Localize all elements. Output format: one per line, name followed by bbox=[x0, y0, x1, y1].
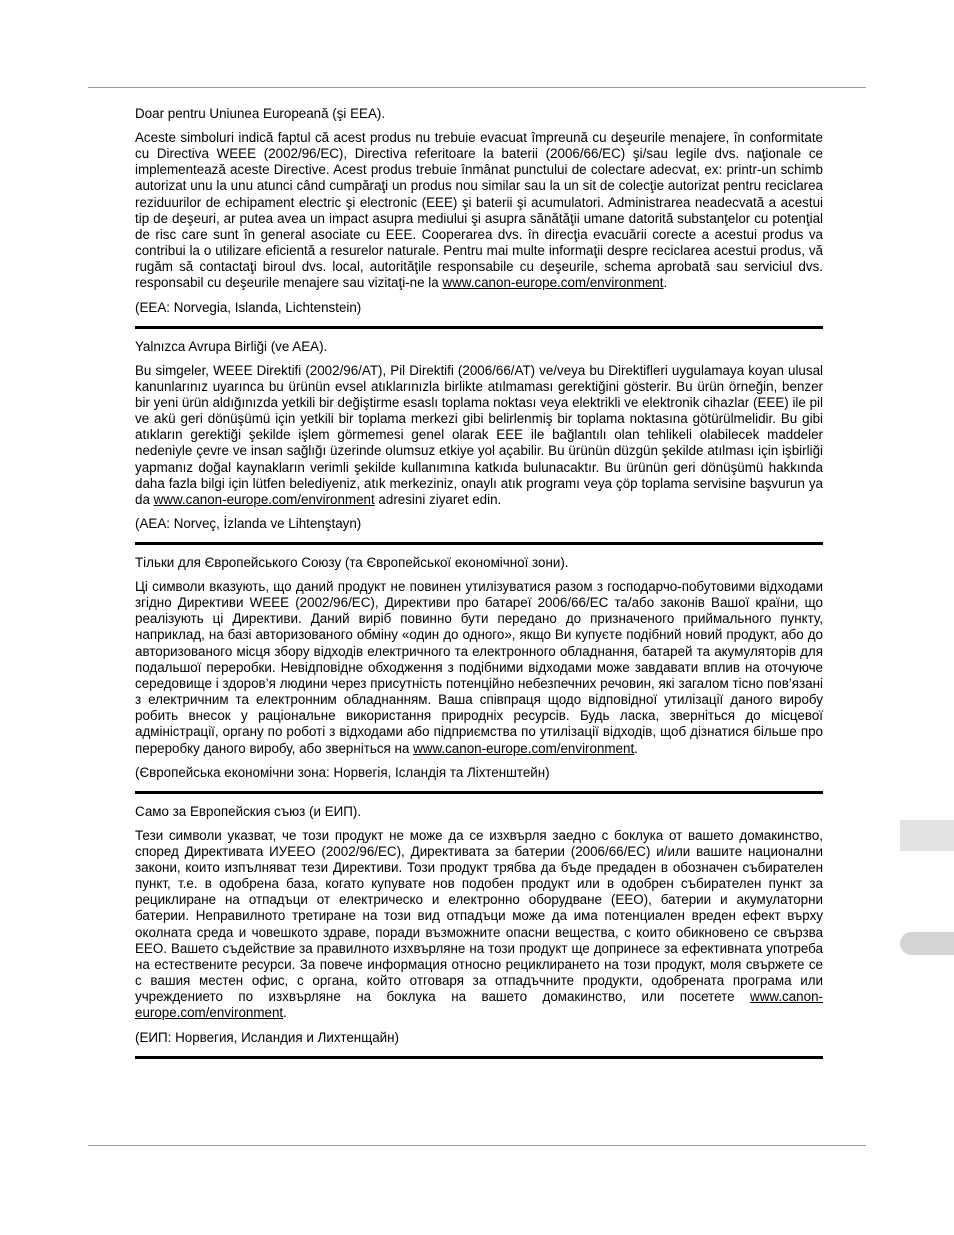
environment-link[interactable]: www.canon-europe.com/environment bbox=[135, 989, 823, 1021]
section-note: (ЕИП: Норвегия, Исландия и Лихтенщайн) bbox=[135, 1029, 399, 1045]
section-note: (AEA: Norveç, İzlanda ve Lihtenştayn) bbox=[135, 515, 362, 531]
environment-link[interactable]: www.canon-europe.com/environment bbox=[413, 740, 635, 756]
body-text: Bu simgeler, WEEE Direktifi (2002/96/AT), Pil Direktifi (2006/66/AT) ve/veya bu Direktifleri uygulamaya koyan ulusal kanunlarınız uyarınca bu ürünün evsel atıklarınızla birlikte atılmaması gerektiğini gösterir. Bu ürün örneğin, benzer bir yeni ürün aldığınızda yetkili bir değiştirme esaslı toplama noktası veya elektrikli ve elektronik cihazlar (EEE) ile pil ve akü geri dönüşümü için yetkili bir toplama merkezi gibi belirlenmiş bir toplama noktasına götürülmelidir. Bu gibi atıkların gerektiği şekilde işlem görmemesi genel olarak EEE ile bağlantılı olan tehlikeli olabilecek maddeler nedeniyle çevre ve insan sağlığı üzerinde olumsuz etkiye yol açabilir. Bu ürünün düzgün şekilde atılması için işbirliği yapmanız doğal kaynakların verimli şekilde kullanımına katkıda bulunacaktır. Bu ürünün geri dönüşümü hakkında daha fazla bilgi için lütfen belediyeniz, atık merkeziniz, onaylı atık programı veya çöp toplama servisine başvurun ya da bbox=[135, 362, 823, 507]
section-heading: Yalnızca Avrupa Birliği (ve AEA). bbox=[135, 338, 328, 354]
header-rule bbox=[88, 87, 866, 88]
section-body bbox=[135, 579, 823, 757]
body-text: Ці символи вказують, що даний продукт не повинен утилізуватися разом з господарчо-побутовими відходами згідно Директиви WEEE (2002/96/EC), Директиви про батареї 2006/66/EC та/або законів Вашої країни, що реалізують ці Директиви. Даний виріб повинно бути передано до призначеного приймального пункту, наприклад, на базі авторизованого обміну «один до одного», якщо Ви купуєте подібний новий продукт, або до авторизованого місця збору відходів електричного та електронного обладнання, батарей та акумуляторів для подальшої переробки. Невідповідне обходження з подібними відходами може завдавати вплив на оточуюче середовище і здоров’я людини через присутність потенційно небезпечних речовин, які загалом тісно пов’язані з електричним та електронним обладнанням. Ваша співпраця щодо відповідної утилізації даного виробу робить внесок у раціональне використання природніх ресурсів. Будь ласка, зверніться до місцевої адміністрації, органу по роботі з відходами або підприємства по утилізації відходів, щоб дізнатися більше про переробку даного виробу, або зверніться на bbox=[135, 578, 823, 756]
section-romanian bbox=[135, 96, 823, 329]
document-content bbox=[135, 96, 823, 1059]
body-text: Тези символи указват, че този продукт не може да се изхвърля заедно с боклука от вашето домакинство, според Директивата ИУЕЕО (2002/96/EC), Директивата за батерии (2006/66/EC) и/или вашите национални закони, които изпълняват тези Директиви. Този продукт трябва да бъде предаден в обозначен събирателен пункт, т.е. в одобрена база, когато купувате нов подобен продукт или в одобрен събирателен пункт за рециклиране на отпадъци от електрическо и електронно оборудване (ЕЕО), батерии и акумулаторни батерии. Неправилното третиране на този вид отпадъци може да има потенциален вреден ефект върху околната среда и човешкото здраве, поради възможните опасни вещества, с които обикновено се свързва ЕЕО. Вашето съдействие за правилното изхвърляне на този продукт ще допринесе за ефективната употреба на естествените ресурси. За повече информация относно рециклирането на този продукт, моля свържете се с вашия местен офис, с органа, който отговаря за отпадъчните продукти, одобрената програма или учреждението по изхвърляне на боклука на вашето домакинство, или посетете bbox=[135, 827, 823, 1005]
body-text-after: . bbox=[663, 275, 668, 291]
footer-rule bbox=[88, 1145, 866, 1146]
body-text-after: adresini ziyaret edin. bbox=[374, 491, 502, 507]
section-body bbox=[135, 828, 823, 1022]
chapter-tab-secondary bbox=[900, 932, 954, 955]
chapter-tab bbox=[900, 820, 954, 851]
environment-link[interactable]: www.canon-europe.com/environment bbox=[153, 491, 375, 507]
section-body bbox=[135, 363, 823, 508]
body-text-after: . bbox=[283, 1005, 287, 1021]
section-heading: Doar pentru Uniunea Europeană (şi EEA). bbox=[135, 106, 386, 121]
body-text: Aceste simboluri indică faptul că acest produs nu trebuie evacuat împreună cu deşeurile menajere, în conformitate cu Directiva WEEE (2002/96/EC), Directiva referitoare la baterii (2006/66/EC) şi/sau legile dvs. naţionale ce implementează aceste Directive. Acest produs trebuie înmânat punctului de colectare adecvat, ex: printr-un schimb autorizat unu la unu atunci când cumpăraţi un produs nou similar sau la un sit de colecţie autorizat pentru reciclarea reziduurilor de echipament electric şi electronic (EEE) şi baterii şi acumulatori. Administrarea neadecvată a acestui tip de deşeuri, ar putea avea un impact asupra mediului şi asupra sănătăţii umane datorită substanţelor cu potenţial de risc care sunt în general asociate cu EEE. Cooperarea dvs. în direcţia evacuării corecte a acestui produs va contribui la o utilizare eficientă a resurelor naturale. Pentru mai multe informaţii despre reciclarea acestui produs, vă rugăm să contactaţi biroul dvs. local, autorităţile responsabile cu deşeurile, schema aprobată sau serviciul dvs. responsabil cu deşeurile menajere sau vizitaţi-ne la bbox=[135, 130, 823, 291]
section-note: (EEA: Norvegia, Islanda, Lichtenstein) bbox=[135, 299, 362, 315]
section-note: (Європейська економічни зона: Норвегія, Ісландія та Ліхтенштейн) bbox=[135, 764, 550, 780]
body-text-after: . bbox=[634, 740, 638, 756]
environment-link[interactable]: www.canon-europe.com/environment bbox=[442, 275, 664, 291]
section-heading: Тільки для Європейського Союзу (та Європейської економічної зони). bbox=[135, 554, 569, 570]
section-bulgarian bbox=[135, 794, 823, 1059]
section-body bbox=[135, 130, 823, 292]
section-ukrainian bbox=[135, 545, 823, 794]
section-turkish bbox=[135, 329, 823, 545]
section-heading: Само за Европейския съюз (и ЕИП). bbox=[135, 803, 362, 819]
